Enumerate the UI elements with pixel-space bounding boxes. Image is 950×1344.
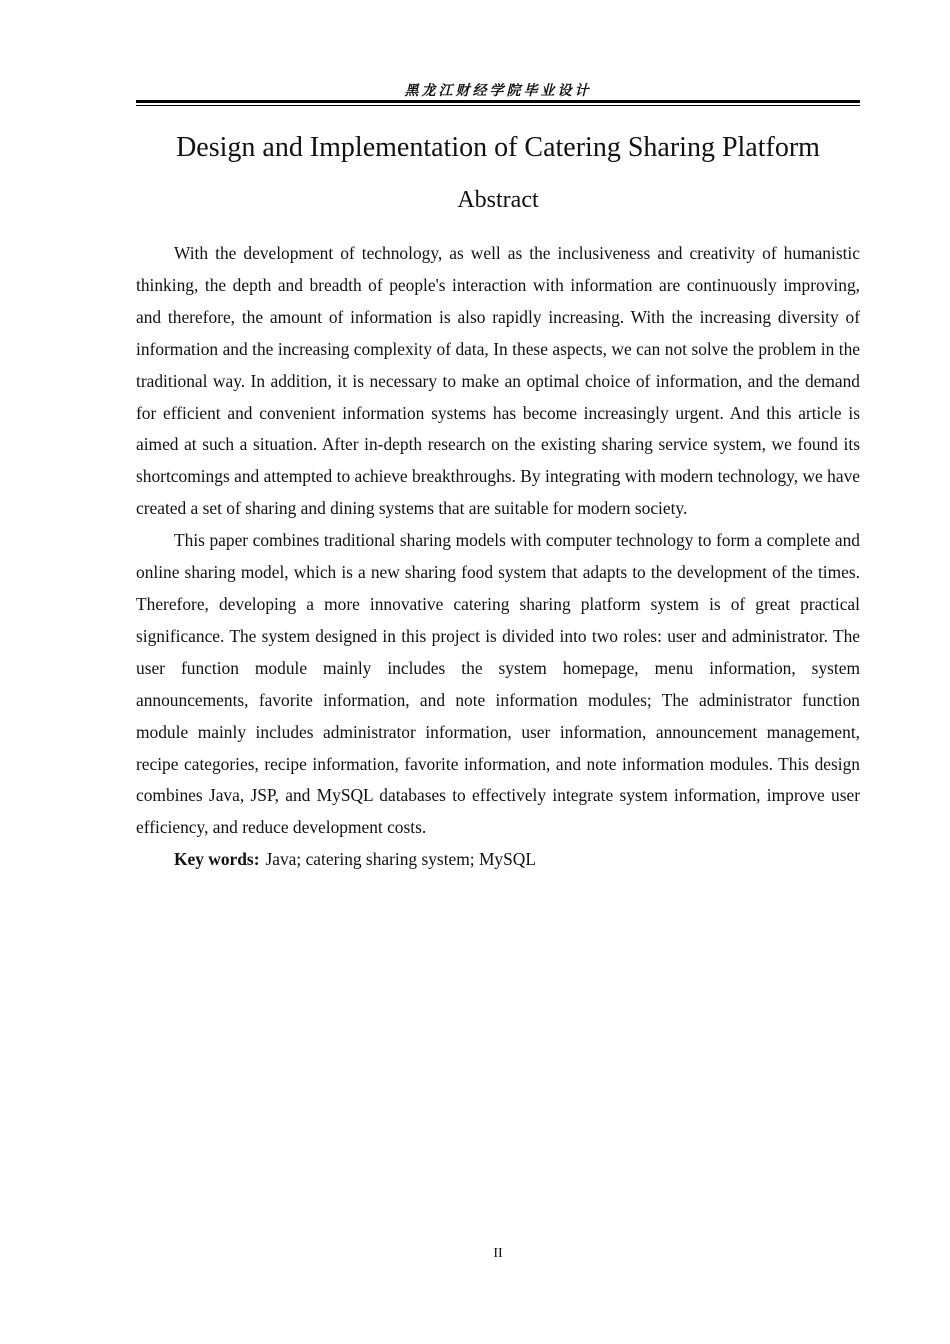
- header-rule-thick: [136, 100, 860, 103]
- keywords-list: Java; catering sharing system; MySQL: [265, 849, 536, 870]
- abstract-paragraph-1: With the development of technology, as well as the inclusiveness and creativity of humanistic thinking, the depth and breadth of people's interaction with information are continuously improving, and therefore, the amount of information is also rapidly increasing. With the increasing diversity of information and the increasing complexity of data, In these aspects, we can not solve the problem in the traditional way. In addition, it is necessary to make an optimal choice of information, and the demand for efficient and convenient information systems has become increasingly urgent. And this article is aimed at such a situation. After in-depth research on the existing sharing service system, we found its shortcomings and attempted to achieve breakthroughs. By integrating with modern technology, we have created a set of sharing and dining systems that are suitable for modern society.: [136, 243, 860, 519]
- abstract-paragraph-2: This paper combines traditional sharing models with computer technology to form a complete and online sharing model, which is a new sharing food system that adapts to the development of the times. Therefore, developing a more innovative catering sharing platform system is of great practical significance. The system designed in this project is divided into two roles: user and administrator. The user function module mainly includes the system homepage, menu information, system announcements, favorite information, and note information modules; The administrator function module mainly includes administrator information, user information, announcement management, recipe categories, recipe information, favorite information, and note information modules. This design combines Java, JSP, and MySQL databases to effectively integrate system information, improve user efficiency, and reduce development costs.: [136, 530, 860, 838]
- abstract-heading: Abstract: [457, 187, 539, 213]
- running-header: 黑龙江财经学院毕业设计: [404, 83, 592, 99]
- header-rule-thin: [136, 105, 860, 106]
- abstract-body: [136, 238, 860, 876]
- page-number: II: [493, 1246, 503, 1261]
- keywords-label: Key words:: [174, 849, 260, 870]
- keywords-line: [136, 844, 860, 876]
- paper-title: Design and Implementation of Catering Sharing Platform: [176, 132, 820, 163]
